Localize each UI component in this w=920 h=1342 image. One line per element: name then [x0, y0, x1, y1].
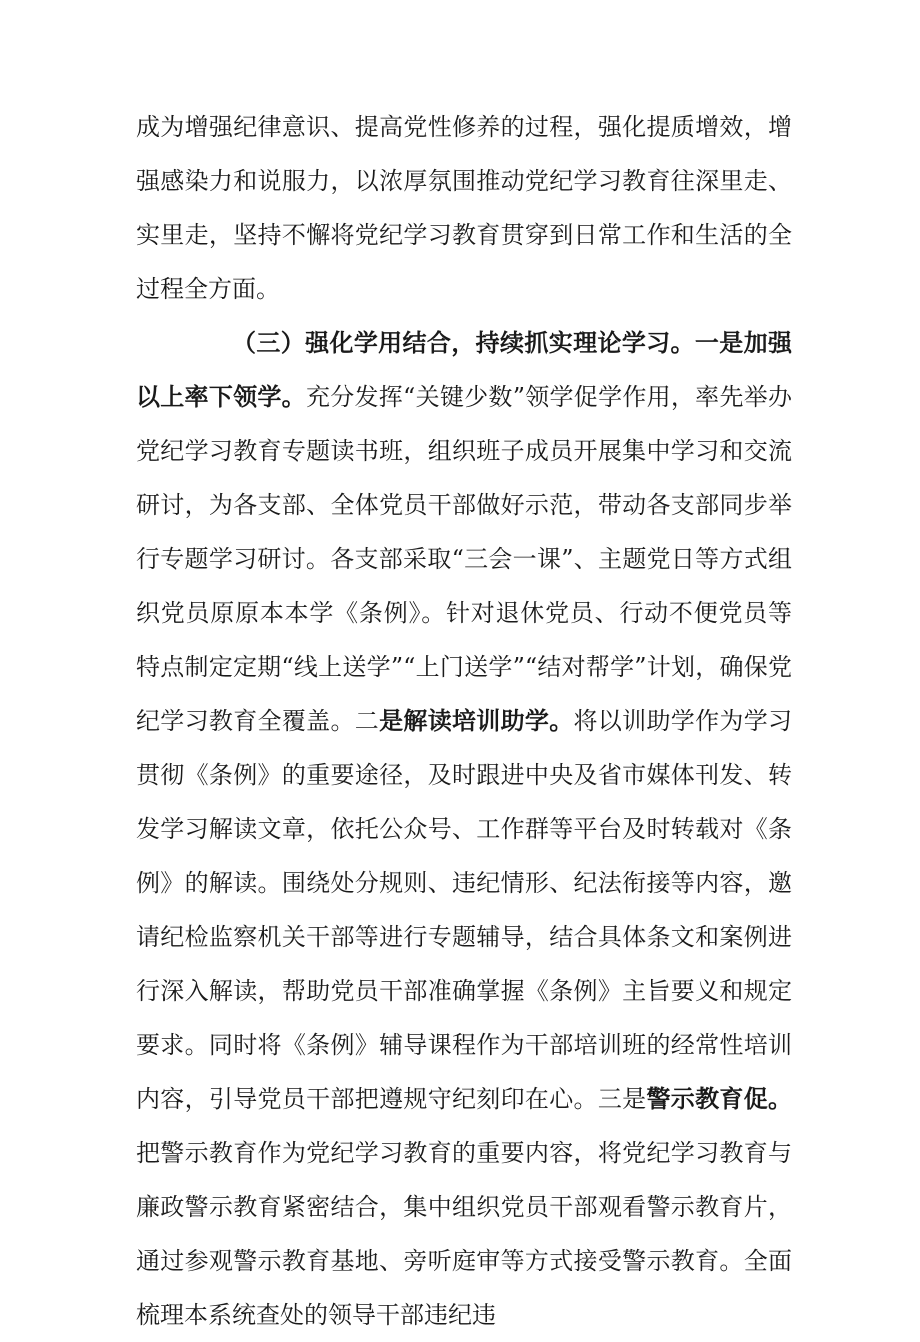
paragraph-2	[136, 316, 792, 1342]
paragraph-2-text-c: 把警示教育作为党纪学习教育的重要内容，将党纪学习教育与廉政警示教育紧密结合，集中组织党员干部观看警示教育片，通过参观警示教育基地、旁听庭审等方式接受警示教育。全面梳理本系统查处的领导干部违纪违	[136, 1139, 792, 1329]
paragraph-1	[136, 100, 792, 316]
paragraph-2-text-b: 将以训助学作为学习贯彻《条例》的重要途径，及时跟进中央及省市媒体刊发、转发学习解读文章，依托公众号、工作群等平台及时转载对《条例》的解读。围绕处分规则、违纪情形、纪法衔接等内容，邀请纪检监察机关干部等进行专题辅导，结合具体条文和案例进行深入解读，帮助党员干部准确掌握《条例》主旨要义和规定要求。同时将《条例》辅导课程作为干部培训班的经常性培训内容，引导党员干部把遵规守纪刻印在心。三是	[136, 707, 793, 1113]
paragraph-2-text-a: 充分发挥“关键少数”领学促学作用，率先举办党纪学习教育专题读书班，组织班子成员开展集中学习和交流研讨，为各支部、全体党员干部做好示范，带动各支部同步举行专题学习研讨。各支部采取“三会一课”、主题党日等方式组织党员原原本本学《条例》。针对退休党员、行动不便党员等特点制定定期“线上送学”“上门送学”“结对帮学”计划，确保党纪学习教育全覆盖。二	[136, 383, 792, 735]
section-heading-3: （三）强化学用结合，持续抓实理论学习。一是加强以上率下领学。	[136, 328, 792, 411]
subheading-warning-education: 警示教育促。	[646, 1084, 793, 1113]
paragraph-1-text: 成为增强纪律意识、提高党性修养的过程，强化提质增效，增强感染力和说服力，以浓厚氛围推动党纪学习教育往深里走、实里走，坚持不懈将党纪学习教育贯穿到日常工作和生活的全过程全方面。	[136, 113, 792, 303]
document-page	[136, 100, 792, 1342]
subheading-interpret-training: 是解读培训助学。	[379, 706, 574, 735]
